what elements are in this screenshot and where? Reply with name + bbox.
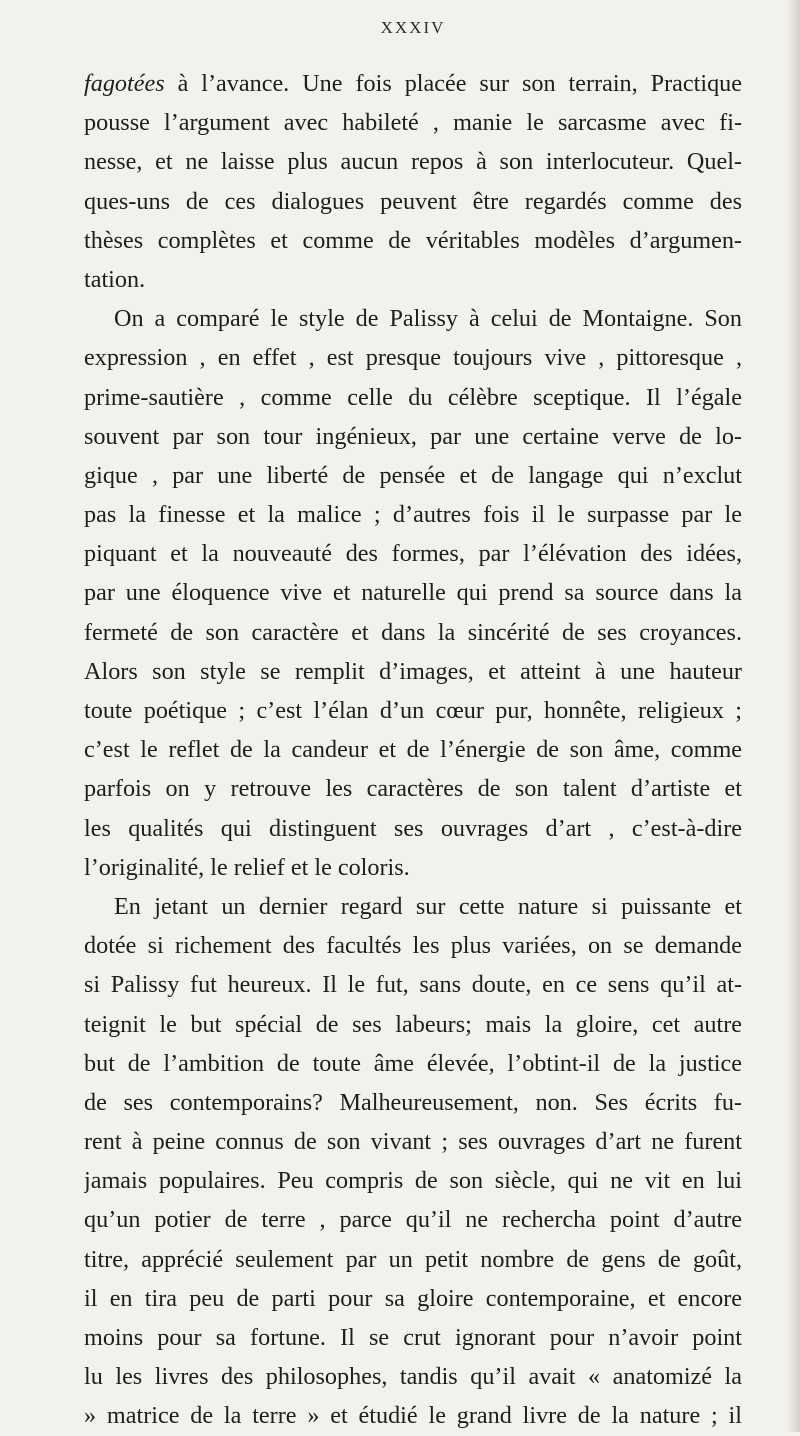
text-line: dotée si richement des facultés les plus variées, on se demande [84, 932, 742, 960]
text-line: teignit le but spécial de ses labeurs; mais la gloire, cet autre [84, 1010, 742, 1038]
text-line: moins pour sa fortune. Il se crut ignorant pour n’avoir point [84, 1324, 742, 1351]
page-edge-shadow [786, 0, 800, 1432]
text-line: » matrice de la terre » et étudié le grand livre de la nature ; il [84, 1402, 742, 1430]
text-line: gique , par une liberté de pensée et de langage qui n’exclut [84, 461, 742, 489]
text-line: c’est le reflet de la candeur et de l’énergie de son âme, comme [84, 736, 742, 764]
text-line: jamais populaires. Peu compris de son siècle, qui ne vit en lui [84, 1167, 742, 1195]
text-line: pousse l’argument avec habileté , manie le sarcasme avec fi- [84, 109, 742, 137]
text-line: On a comparé le style de Palissy à celui de Montaigne. Son [114, 305, 742, 333]
text-line: expression , en effet , est presque toujours vive , pittoresque , [84, 344, 742, 372]
text-line: En jetant un dernier regard sur cette nature si puissante et [114, 892, 742, 920]
text-line: piquant et la nouveauté des formes, par l’élévation des idées, [84, 540, 742, 568]
text-line: fermeté de son caractère et dans la sincérité de ses croyances. [84, 618, 742, 646]
text-line: rent à peine connus de son vivant ; ses ouvrages d’art ne furent [84, 1128, 742, 1156]
text-line: titre, apprécié seulement par un petit nombre de gens de goût, [84, 1245, 742, 1273]
text-line: prime-sautière , comme celle du célèbre sceptique. Il l’égale [84, 383, 742, 411]
paragraph-2 [84, 299, 742, 887]
text-line: l’originalité, le relief et le coloris. [84, 853, 410, 881]
text-line: nesse, et ne laisse plus aucun repos à son interlocuteur. Quel- [84, 148, 742, 176]
text-line: les qualités qui distinguent ses ouvrages d’art , c’est-à-dire [84, 814, 742, 842]
text-line: il en tira peu de parti pour sa gloire contemporaine, et encore [84, 1284, 742, 1312]
text-line: par une éloquence vive et naturelle qui prend sa source dans la [84, 579, 742, 607]
book-page [84, 0, 742, 1432]
paragraph-3 [84, 887, 742, 1436]
text-line: but de l’ambition de toute âme élevée, l’obtint-il de la justice [84, 1049, 742, 1077]
text-line: thèses complètes et comme de véritables modèles d’argumen- [84, 226, 742, 254]
text-line: qu’un potier de terre , parce qu’il ne rechercha point d’autre [84, 1206, 742, 1234]
text-line: toute poétique ; c’est l’élan d’un cœur pur, honnête, religieux ; [84, 697, 742, 724]
text-line: souvent par son tour ingénieux, par une certaine verve de lo- [84, 422, 742, 450]
text-line: parfois on y retrouve les caractères de son talent d’artiste et [84, 775, 742, 803]
paragraph-1 [84, 64, 742, 299]
text-line-rest: à l’avance. Une fois placée sur son terrain, Practique [164, 70, 742, 97]
text-line: tation. [84, 265, 146, 293]
text-line: ques-uns de ces dialogues peuvent être regardés comme des [84, 187, 742, 215]
text-line [84, 64, 742, 103]
page-number: XXXIV [380, 18, 446, 37]
italic-word: fagotées [84, 70, 165, 97]
text-line: si Palissy fut heureux. Il le fut, sans doute, en ce sens qu’il at- [84, 971, 742, 999]
text-line: Alors son style se remplit d’images, et atteint à une hauteur [84, 657, 742, 685]
body-text [84, 64, 742, 1436]
text-line: pas la finesse et la malice ; d’autres fois il le surpasse par le [84, 501, 742, 529]
text-line: lu les livres des philosophes, tandis qu’il avait « anatomizé la [84, 1363, 742, 1391]
text-line: de ses contemporains? Malheureusement, non. Ses écrits fu- [84, 1088, 742, 1116]
